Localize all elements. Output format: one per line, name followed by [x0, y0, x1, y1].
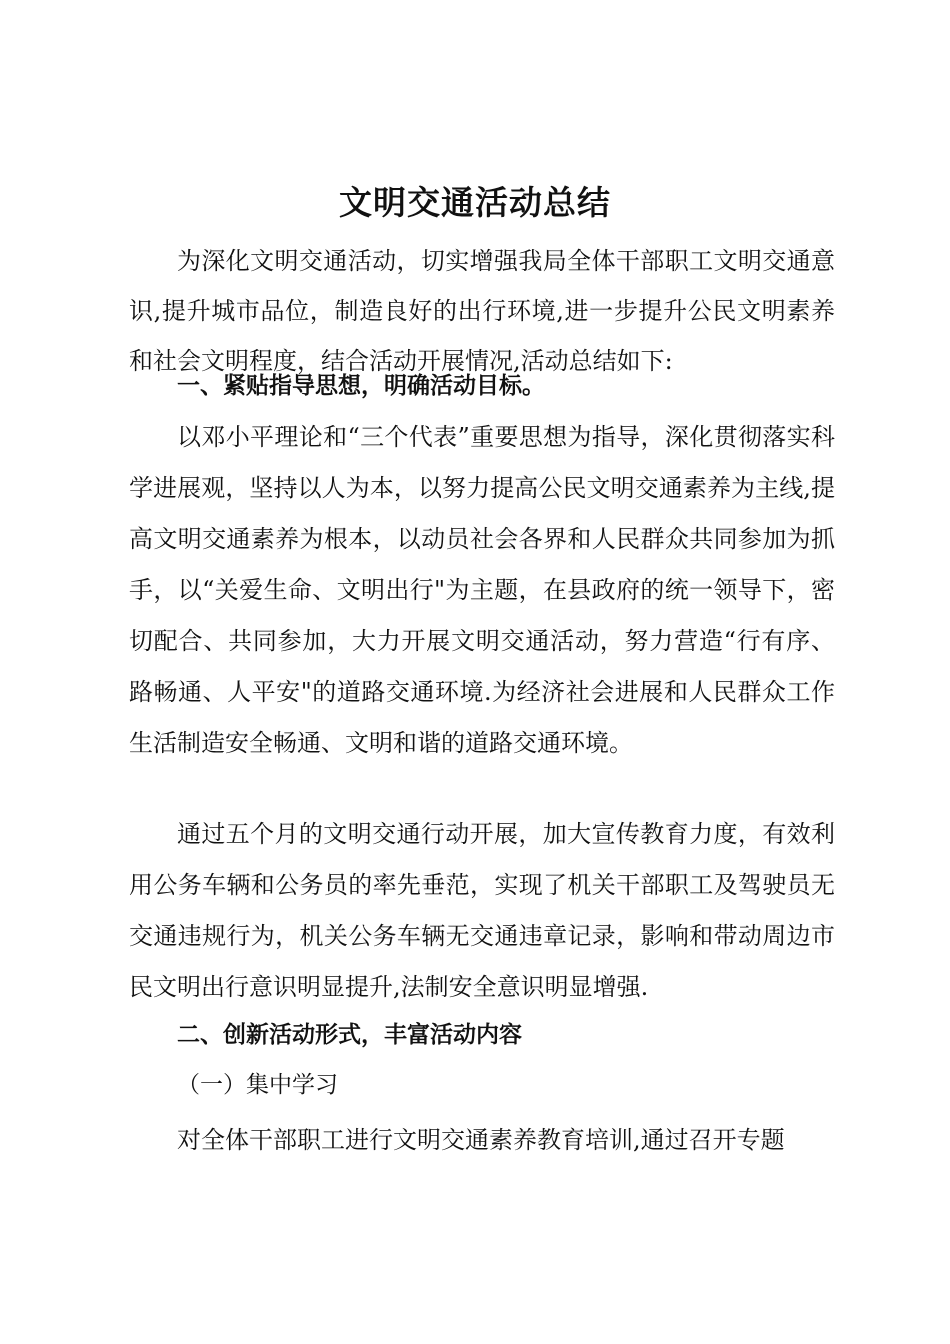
subsection-1-paragraph: 对全体干部职工进行文明交通素养教育培训,通过召开专题 [177, 1126, 785, 1154]
section-2-heading: 二、创新活动形式，丰富活动内容 [177, 1022, 522, 1048]
section-1-paragraph-1: 以邓小平理论和“三个代表”重要思想为指导，深化贯彻落实科学进展观，坚持以人为本，以努力提高公民文明交通素养为主线,提高文明交通素养为根本，以动员社会各界和人民群众共同参加为抓手，以“关爱生命、文明出行"为主题，在县政府的统一领导下，密切配合、共同参加，大力开展文明交通活动，努力营造“行有序、路畅通、人平安"的道路交通环境.为经济社会进展和人民群众工作生活制造安全畅通、文明和谐的道路交通环境。 [129, 423, 835, 757]
section-1-heading: 一、紧贴指导思想，明确活动目标。 [177, 373, 545, 399]
subsection-1-heading: （一）集中学习 [177, 1072, 338, 1098]
intro-paragraph: 为深化文明交通活动，切实增强我局全体干部职工文明交通意识,提升城市品位，制造良好的出行环境,进一步提升公民文明素养和社会文明程度，结合活动开展情况,活动总结如下: [129, 247, 835, 375]
document-title: 文明交通活动总结 [339, 183, 611, 222]
section-1-paragraph-2: 通过五个月的文明交通行动开展，加大宣传教育力度，有效利用公务车辆和公务员的率先垂范，实现了机关干部职工及驾驶员无交通违规行为，机关公务车辆无交通违章记录，影响和带动周边市民文明出行意识明显提升,法制安全意识明显增强. [129, 820, 835, 1001]
